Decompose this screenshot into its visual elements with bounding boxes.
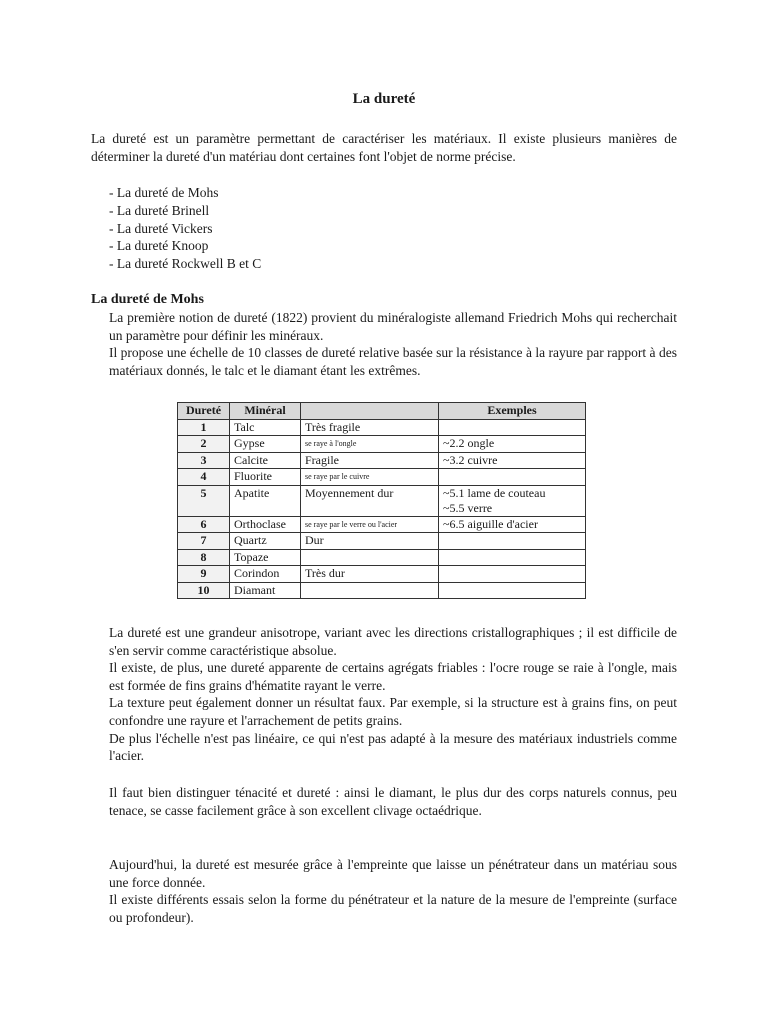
mohs-table-wrapper [177, 402, 586, 599]
hardness-cell: 1 [178, 419, 230, 436]
paragraph: Il existe différents essais selon la forme du pénétrateur et la nature de la mesure de l'empreinte (surface ou profondeur). [109, 892, 677, 925]
description-cell: Fragile [301, 452, 439, 469]
example-cell [439, 533, 586, 550]
mohs-table [177, 402, 586, 599]
hardness-cell: 4 [178, 469, 230, 486]
mohs-paragraphs [109, 309, 677, 379]
paragraph: Il existe, de plus, une dureté apparente de certains agrégats friables : l'ocre rouge se raie à l'ongle, mais est formée de fins grains d'hématite rayant le verre. [109, 660, 677, 693]
methods-list [109, 184, 261, 273]
table-row [178, 582, 586, 599]
description-cell: Très fragile [301, 419, 439, 436]
list-item: - La dureté Vickers [109, 220, 261, 238]
tenacity-paragraph: Il faut bien distinguer ténacité et dureté : ainsi le diamant, le plus dur des corps naturels connus, peu tenace, se casse facilement grâce à son excellent clivage octaédrique. [109, 785, 677, 818]
mineral-cell: Talc [230, 419, 301, 436]
example-cell [439, 549, 586, 566]
table-row [178, 533, 586, 550]
table-row [178, 452, 586, 469]
example-cell [439, 566, 586, 583]
table-header-row [178, 403, 586, 420]
paragraph: La dureté est une grandeur anisotrope, variant avec les directions cristallographiques ; il est difficile de s'en servir comme caractéristique absolue. [109, 625, 677, 658]
table-row [178, 419, 586, 436]
hardness-cell: 6 [178, 516, 230, 533]
example-cell: ~6.5 aiguille d'acier [439, 516, 586, 533]
description-cell: Très dur [301, 566, 439, 583]
page-title: La dureté [352, 91, 416, 107]
description-cell: se raye par le verre ou l'acier [301, 516, 439, 533]
mineral-cell: Fluorite [230, 469, 301, 486]
list-item: - La dureté Rockwell B et C [109, 255, 261, 273]
table-row [178, 469, 586, 486]
hardness-cell: 8 [178, 549, 230, 566]
anisotropy-paragraphs [109, 624, 677, 765]
paragraph: Aujourd'hui, la dureté est mesurée grâce à l'empreinte que laisse un pénétrateur dans un matériau sous une force donnée. [109, 857, 677, 890]
description-cell [301, 582, 439, 599]
mohs-paragraph: La première notion de dureté (1822) provient du minéralogiste allemand Friedrich Mohs qui recherchait un paramètre pour définir les minéraux. [109, 310, 677, 343]
mineral-cell: Apatite [230, 485, 301, 516]
table-row [178, 566, 586, 583]
table-row [178, 549, 586, 566]
mineral-cell: Diamant [230, 582, 301, 599]
list-item: - La dureté Knoop [109, 237, 261, 255]
section-title-mohs: La dureté de Mohs [91, 292, 204, 307]
table-body [178, 419, 586, 599]
example-cell [439, 582, 586, 599]
example-cell: ~2.2 ongle [439, 436, 586, 453]
description-cell: se raye à l'ongle [301, 436, 439, 453]
table-row [178, 516, 586, 533]
hardness-cell: 3 [178, 452, 230, 469]
description-cell: se raye par le cuivre [301, 469, 439, 486]
paragraph: De plus l'échelle n'est pas linéaire, ce qui n'est pas adapté à la mesure des matériaux industriels comme l'acier. [109, 730, 677, 764]
description-cell [301, 549, 439, 566]
today-paragraphs [109, 856, 677, 926]
example-cell: ~5.1 lame de couteau ~5.5 verre [439, 485, 586, 516]
mineral-cell: Corindon [230, 566, 301, 583]
hardness-cell: 7 [178, 533, 230, 550]
header-hardness: Dureté [178, 403, 230, 420]
mineral-cell: Orthoclase [230, 516, 301, 533]
hardness-cell: 9 [178, 566, 230, 583]
description-cell: Dur [301, 533, 439, 550]
mohs-paragraph: Il propose une échelle de 10 classes de dureté relative basée sur la résistance à la rayure par rapport à des matériaux donnés, le talc et le diamant étant les extrêmes. [109, 345, 677, 378]
intro-paragraph: La dureté est un paramètre permettant de caractériser les matériaux. Il existe plusieurs manières de déterminer la dureté d'un matériau dont certaines font l'objet de norme précise. [91, 131, 677, 164]
example-cell [439, 469, 586, 486]
mineral-cell: Quartz [230, 533, 301, 550]
hardness-cell: 5 [178, 485, 230, 516]
mineral-cell: Topaze [230, 549, 301, 566]
mineral-cell: Calcite [230, 452, 301, 469]
list-item: - La dureté de Mohs [109, 184, 261, 202]
example-cell: ~3.2 cuivre [439, 452, 586, 469]
paragraph: La texture peut également donner un résultat faux. Par exemple, si la structure est à grains fins, on peut confondre une rayure et l'arrachement de petits grains. [109, 695, 677, 728]
hardness-cell: 10 [178, 582, 230, 599]
example-cell [439, 419, 586, 436]
hardness-cell: 2 [178, 436, 230, 453]
header-description [301, 403, 439, 420]
mineral-cell: Gypse [230, 436, 301, 453]
list-item: - La dureté Brinell [109, 202, 261, 220]
header-mineral: Minéral [230, 403, 301, 420]
table-row [178, 436, 586, 453]
header-examples: Exemples [439, 403, 586, 420]
description-cell: Moyennement dur [301, 485, 439, 516]
table-row [178, 485, 586, 516]
